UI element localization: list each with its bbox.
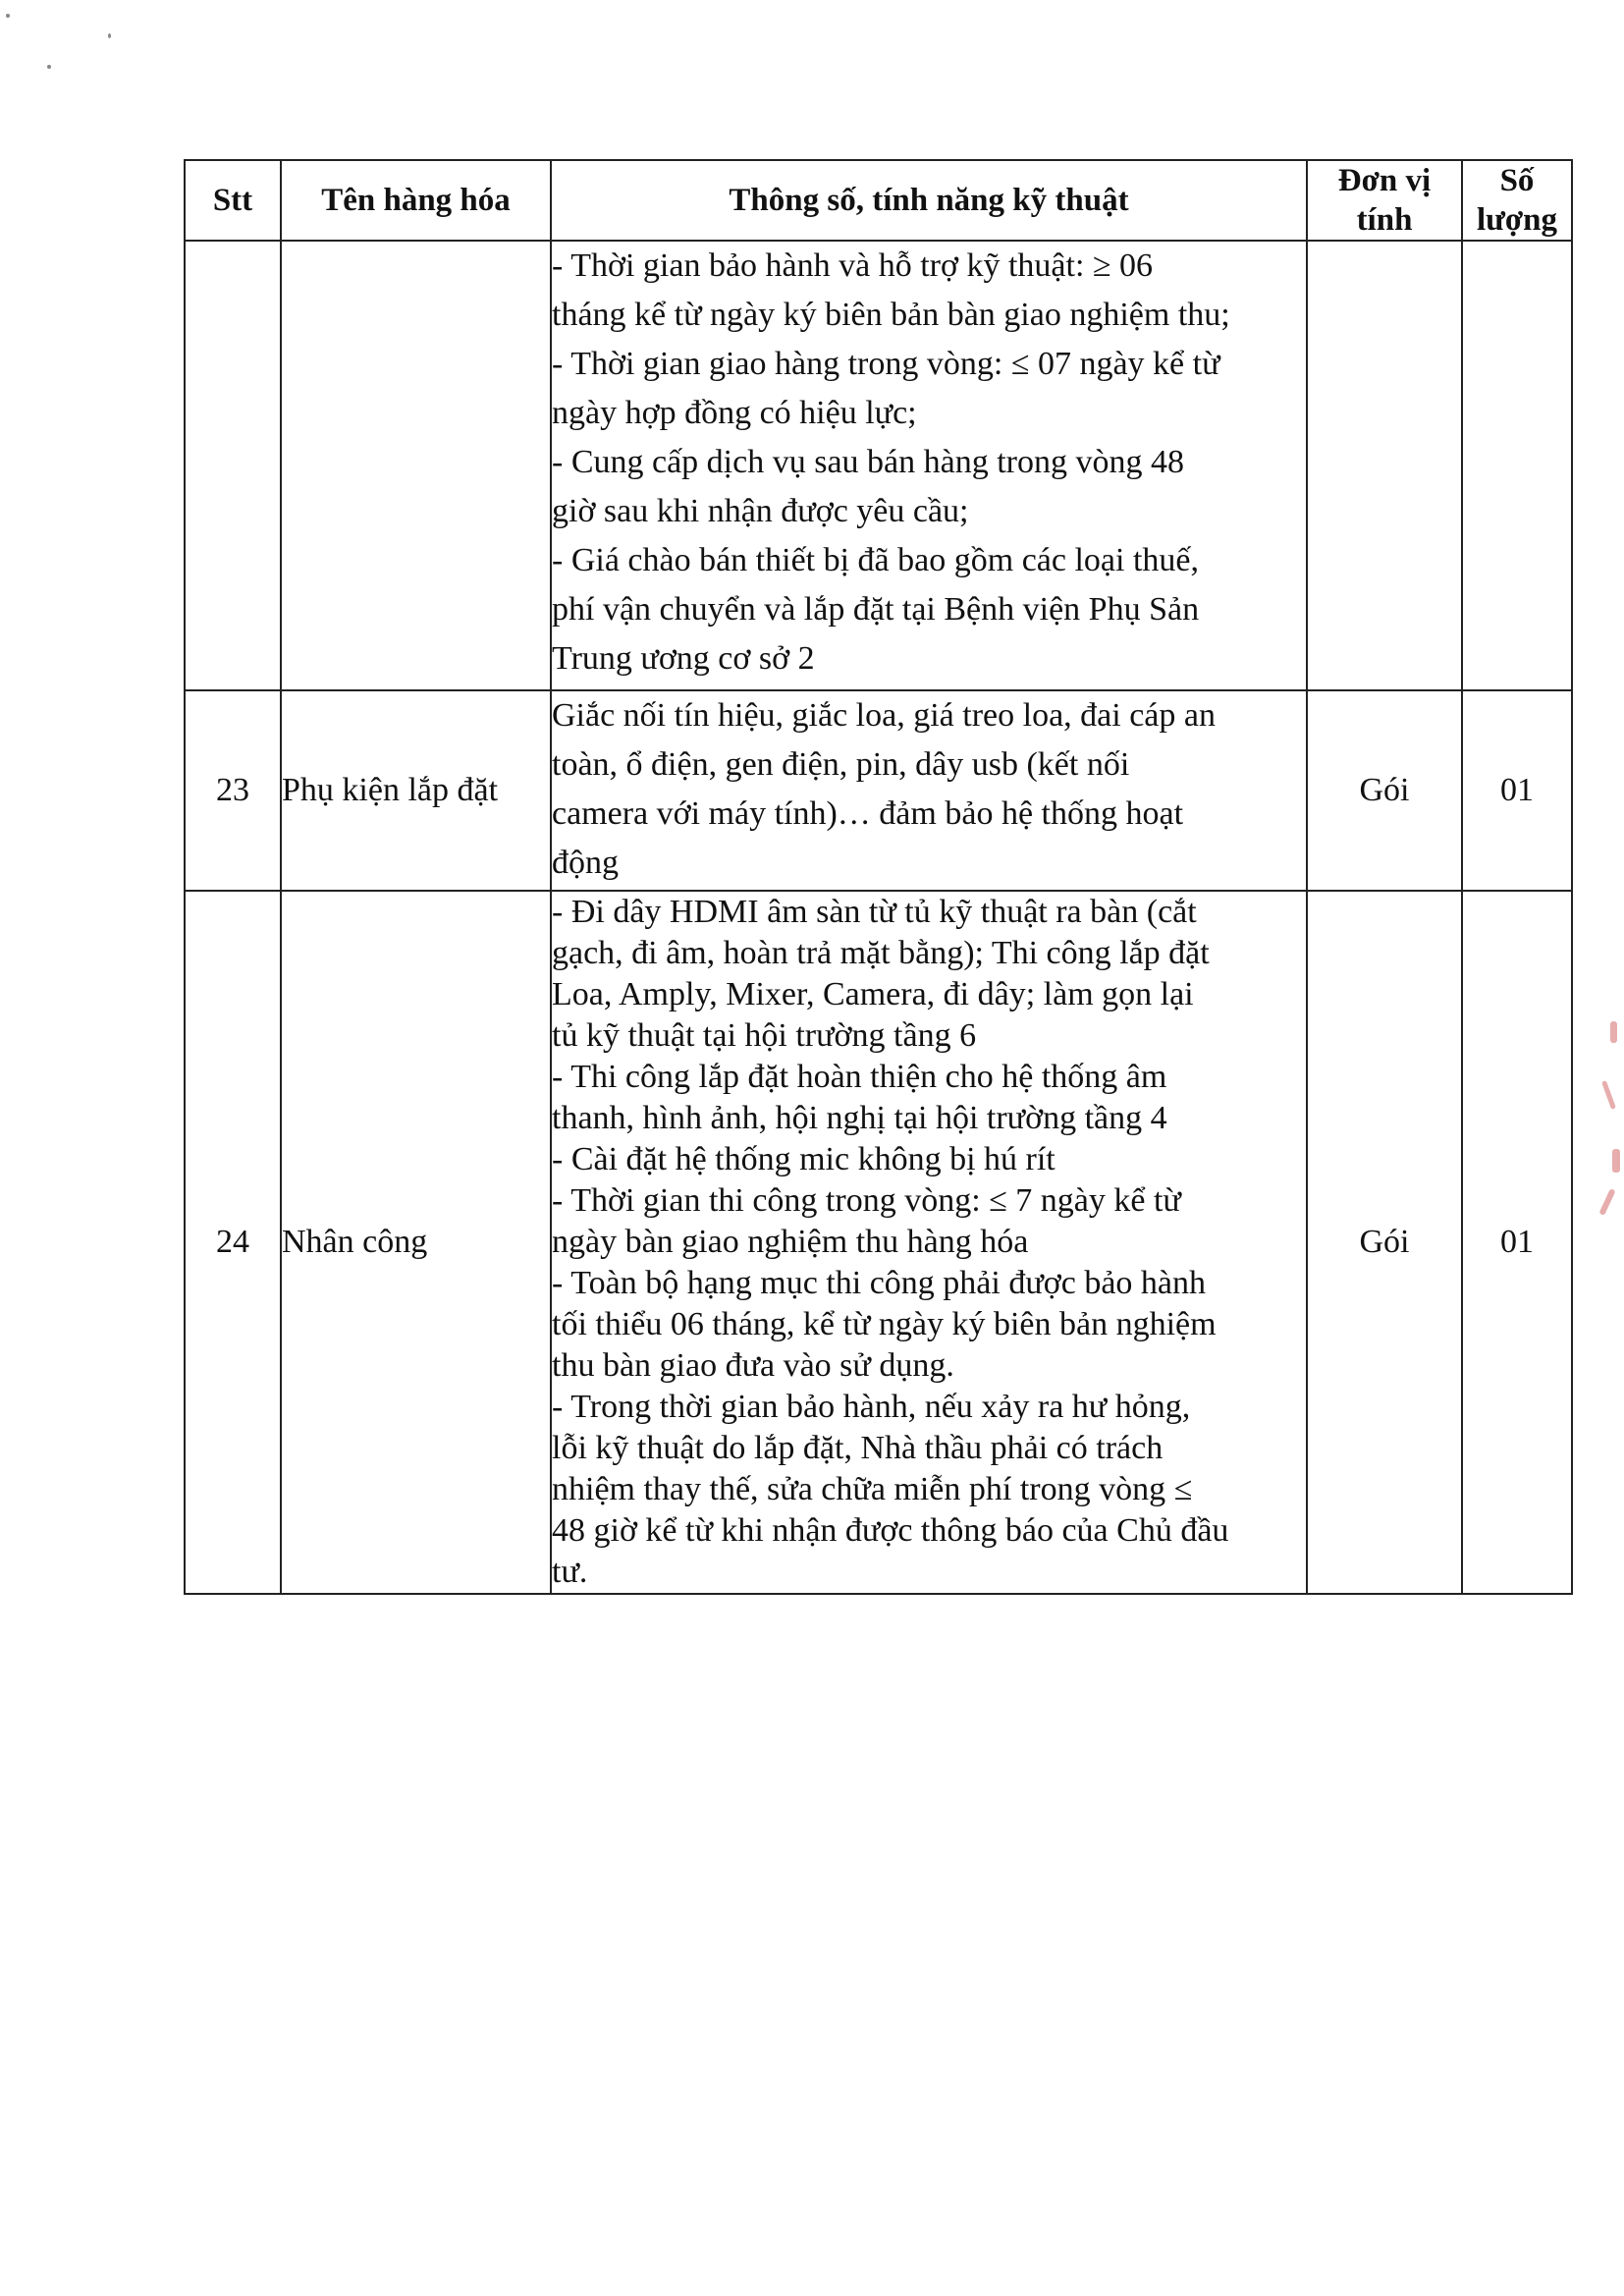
spec-line: thanh, hình ảnh, hội nghị tại hội trường tầng 4: [552, 1100, 1167, 1136]
row-stt: 24: [185, 891, 281, 1594]
spec-line: Giắc nối tín hiệu, giắc loa, giá treo loa, đai cáp an: [552, 697, 1216, 734]
spec-line: - Thi công lắp đặt hoàn thiện cho hệ thống âm: [552, 1059, 1167, 1095]
spec-line: tủ kỹ thuật tại hội trường tầng 6: [552, 1017, 977, 1054]
row-unit: Gói: [1307, 690, 1462, 891]
spec-line: tư.: [552, 1554, 588, 1590]
row-spec: [551, 891, 1307, 1594]
spec-line: Trung ương cơ sở 2: [552, 640, 815, 677]
spec-table: [184, 159, 1573, 1595]
header-name: Tên hàng hóa: [281, 160, 551, 241]
spec-line: thu bàn giao đưa vào sử dụng.: [552, 1347, 954, 1384]
table-row: [185, 241, 1572, 690]
spec-line: - Thời gian giao hàng trong vòng: ≤ 07 ngày kể từ: [552, 346, 1220, 382]
row-name: Phụ kiện lắp đặt: [281, 690, 551, 891]
spec-line: - Thời gian bảo hành và hỗ trợ kỹ thuật: ≥ 06: [552, 247, 1154, 284]
spec-line: ngày hợp đồng có hiệu lực;: [552, 395, 917, 431]
row-unit: [1307, 241, 1462, 690]
spec-line: camera với máy tính)… đảm bảo hệ thống hoạt: [552, 795, 1184, 832]
row-name: Nhân công: [281, 891, 551, 1594]
spec-line: - Cung cấp dịch vụ sau bán hàng trong vòng 48: [552, 444, 1184, 480]
spec-line: - Toàn bộ hạng mục thi công phải được bảo hành: [552, 1265, 1207, 1301]
row-qty: 01: [1462, 690, 1572, 891]
row-qty: [1462, 241, 1572, 690]
header-qty: Số lượng: [1462, 160, 1572, 241]
table-row: [185, 690, 1572, 891]
row-qty: 01: [1462, 891, 1572, 1594]
spec-line: nhiệm thay thế, sửa chữa miễn phí trong vòng ≤: [552, 1471, 1193, 1507]
spec-line: giờ sau khi nhận được yêu cầu;: [552, 493, 969, 529]
header-spec: Thông số, tính năng kỹ thuật: [551, 160, 1307, 241]
row-stt: [185, 241, 281, 690]
spec-line: - Trong thời gian bảo hành, nếu xảy ra hư hỏng,: [552, 1389, 1191, 1425]
header-stt: Stt: [185, 160, 281, 241]
spec-line: tháng kể từ ngày ký biên bản bàn giao nghiệm thu;: [552, 297, 1230, 333]
spec-line: toàn, ổ điện, gen điện, pin, dây usb (kết nối: [552, 746, 1130, 783]
spec-line: phí vận chuyển và lắp đặt tại Bệnh viện Phụ Sản: [552, 591, 1200, 628]
row-spec: [551, 241, 1307, 690]
header-row: [185, 160, 1572, 241]
row-unit: Gói: [1307, 891, 1462, 1594]
row-name: [281, 241, 551, 690]
spec-line: tối thiểu 06 tháng, kể từ ngày ký biên bản nghiệm: [552, 1306, 1217, 1342]
spec-line: - Giá chào bán thiết bị đã bao gồm các loại thuế,: [552, 542, 1199, 578]
stamp-edge-fragment: [1602, 1002, 1624, 1257]
spec-line: động: [552, 845, 619, 881]
spec-line: ngày bàn giao nghiệm thu hàng hóa: [552, 1224, 1029, 1260]
spec-line: Loa, Amply, Mixer, Camera, đi dây; làm gọn lại: [552, 976, 1194, 1012]
spec-line: 48 giờ kể từ khi nhận được thông báo của Chủ đầu: [552, 1512, 1229, 1549]
spec-line: - Cài đặt hệ thống mic không bị hú rít: [552, 1141, 1056, 1177]
row-stt: 23: [185, 690, 281, 891]
header-unit: Đơn vị tính: [1307, 160, 1462, 241]
spec-line: gạch, đi âm, hoàn trả mặt bằng); Thi công lắp đặt: [552, 935, 1210, 971]
spec-line: - Đi dây HDMI âm sàn từ tủ kỹ thuật ra bàn (cắt: [552, 894, 1197, 930]
spec-line: - Thời gian thi công trong vòng: ≤ 7 ngày kể từ: [552, 1182, 1181, 1219]
row-spec: [551, 690, 1307, 891]
spec-line: lỗi kỹ thuật do lắp đặt, Nhà thầu phải có trách: [552, 1430, 1164, 1466]
table-row: [185, 891, 1572, 1594]
